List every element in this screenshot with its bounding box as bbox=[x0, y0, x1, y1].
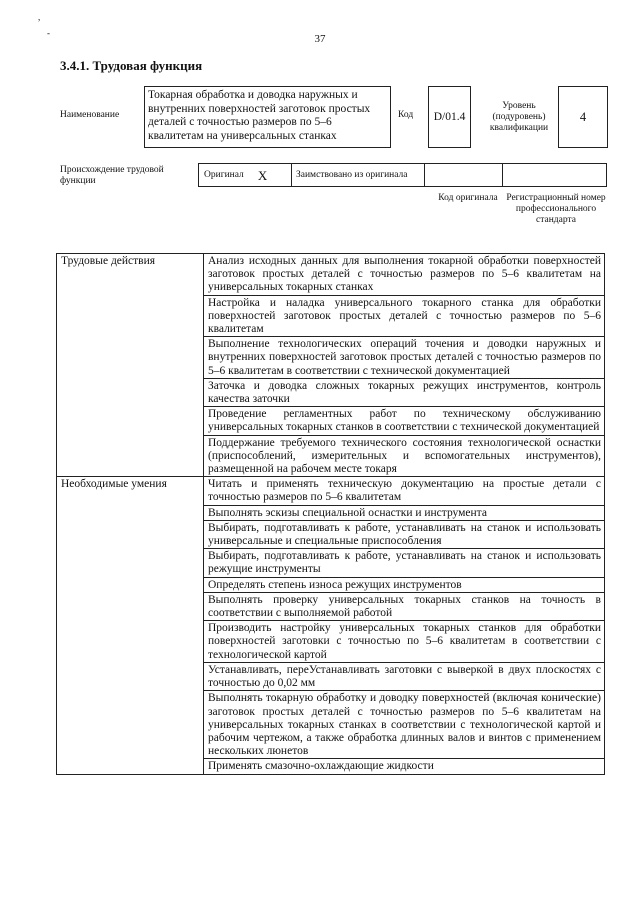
origin-reg-cell bbox=[503, 164, 606, 186]
origin-original-cell bbox=[199, 164, 292, 186]
section-item: Выполнять токарную обработку и доводку поверхностей (включая конические) заготовок простых деталей с точностью размеров по 5–6 квалитетам на универсальных токарных станках в соответствии с технологической картой и рабочим чертежом, а также обработка длинных валов и винтов с применением нескольких люнетов bbox=[204, 691, 605, 759]
qualification-level-label: Уровень (подуровень) квалификации bbox=[489, 101, 549, 133]
section-item: Устанавливать, переУстанавливать заготовки с выверкой в двух плоскостях с точностью до 0,02 мм bbox=[204, 662, 605, 690]
table-row bbox=[57, 254, 605, 296]
section-title: 3.4.1. Трудовая функция bbox=[60, 58, 203, 73]
origin-code-cell bbox=[425, 164, 503, 186]
function-code-box: D/01.4 bbox=[428, 86, 471, 148]
section-item: Определять степень износа режущих инструментов bbox=[204, 577, 605, 592]
section-item: Поддержание требуемого технического состояния технологической оснастки (приспособлений, измерительных и вспомогательных инструментов), размещенной на рабочем месте токаря bbox=[204, 435, 605, 477]
section-item: Производить настройку универсальных токарных станков для обработки поверхностей заготовки с точностью по 5–6 квалитетам в соответствии с технологической картой bbox=[204, 621, 605, 663]
caption-original-code: Код оригинала bbox=[438, 193, 498, 203]
qualification-level-box: 4 bbox=[558, 86, 608, 148]
page-number: 37 bbox=[314, 33, 326, 45]
origin-row bbox=[198, 163, 607, 187]
section-title-cell: Необходимые умения bbox=[57, 477, 204, 774]
name-label: Наименование bbox=[60, 110, 120, 120]
origin-borrowed-label: Заимствовано из оригинала bbox=[296, 169, 408, 180]
section-item: Применять смазочно-охлаждающие жидкости bbox=[204, 759, 605, 774]
caption-registration-number: Регистрационный номер профессионального стандарта bbox=[506, 193, 606, 225]
section-item: Выполнение технологических операций точения и доводки наружных и внутренних поверхностей заготовок простых деталей с точностью размеров по 5–6 квалитетам в соответствии с технической документацией bbox=[204, 337, 605, 379]
section-item: Читать и применять техническую документацию на простые детали с точностью размеров по 5–6 квалитетам bbox=[204, 477, 605, 505]
function-details-table bbox=[56, 253, 605, 775]
section-item: Выбирать, подготавливать к работе, устанавливать на станок и использовать режущие инструменты bbox=[204, 549, 605, 577]
section-title-cell: Трудовые действия bbox=[57, 254, 204, 477]
function-name-box: Токарная обработка и доводка наружных и внутренних поверхностей заготовок простых деталей с точностью размеров по 5–6 квалитетам на универсальных станках bbox=[144, 86, 391, 148]
section-item: Настройка и наладка универсального токарного станка для обработки поверхностей заготовок простых деталей с точностью размеров по 5–6 квалитетам bbox=[204, 295, 605, 337]
code-label: Код bbox=[398, 110, 414, 120]
origin-label: Происхождение трудовой функции bbox=[60, 165, 164, 186]
stray-mark: , bbox=[38, 12, 41, 22]
table-row bbox=[57, 477, 605, 505]
section-item: Проведение регламентных работ по техническому обслуживанию универсальных токарных станков в соответствии с технической документацией bbox=[204, 407, 605, 435]
section-item: Выполнять эскизы специальной оснастки и инструмента bbox=[204, 505, 605, 520]
section-item: Заточка и доводка сложных токарных режущих инструментов, контроль качества заточки bbox=[204, 378, 605, 406]
stray-mark: - bbox=[47, 28, 50, 38]
origin-borrowed-cell bbox=[292, 164, 425, 186]
section-item: Выполнять проверку универсальных токарных станков на точность в соответствии с выполняемой работой bbox=[204, 592, 605, 620]
origin-original-mark: X bbox=[257, 167, 268, 183]
origin-original-label: Оригинал bbox=[204, 169, 244, 180]
section-item: Анализ исходных данных для выполнения токарной обработки поверхностей заготовок простых деталей с точностью размеров по 5–6 квалитетам на универсальных токарных станках bbox=[204, 254, 605, 296]
section-item: Выбирать, подготавливать к работе, устанавливать на станок и использовать универсальные и специальные приспособления bbox=[204, 520, 605, 548]
